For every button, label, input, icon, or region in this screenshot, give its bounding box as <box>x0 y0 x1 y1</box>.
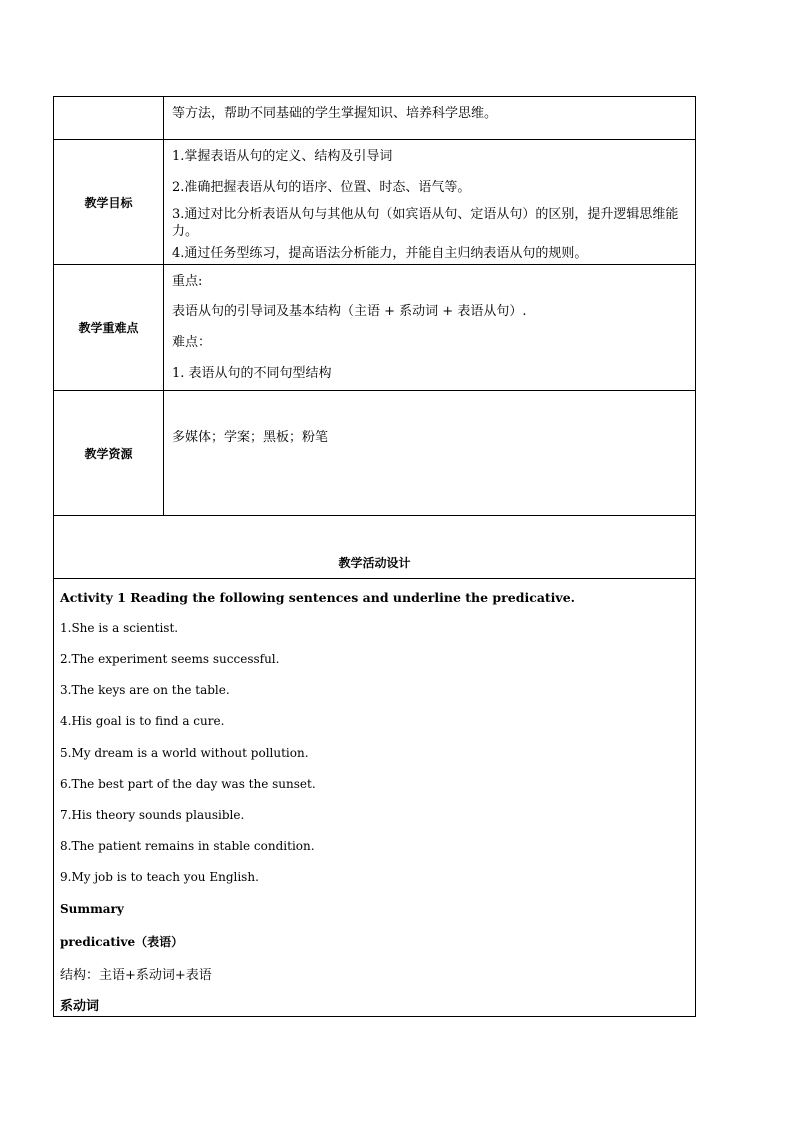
goal-item: 1.掌握表语从句的定义、结构及引导词 <box>172 149 393 164</box>
design-title: 教学活动设计 <box>338 556 411 570</box>
resources-text: 多媒体；学案；黑板；粉笔 <box>172 430 329 445</box>
design-title-row <box>54 516 695 579</box>
predicative-label: predicative（表语） <box>60 935 184 949</box>
summary-heading: Summary <box>60 902 124 916</box>
difficulty-label: 难点： <box>172 335 212 350</box>
sentence-item: 8.The patient remains in stable condition. <box>60 839 315 853</box>
keypoints-row <box>54 265 695 391</box>
activity-heading: Activity 1 Reading the following sentences and underline the predicative. <box>60 590 576 605</box>
resources-label: 教学资源 <box>54 391 164 515</box>
key-text: 表语从句的引导词及基本结构（主语 + 系动词 + 表语从句）. <box>172 304 527 319</box>
keypoints-label: 教学重难点 <box>54 265 164 390</box>
lesson-plan-table <box>53 96 696 1017</box>
goal-item: 3.通过对比分析表语从句与其他从句（如宾语从句、定语从句）的区别，提升逻辑思维能力。 <box>172 207 679 239</box>
goals-row <box>54 140 695 265</box>
linking-verb-label: 系动词 <box>60 999 100 1014</box>
methods-row <box>54 97 695 140</box>
goal-item: 2.准确把握表语从句的语序、位置、时态、语气等。 <box>172 180 471 195</box>
sentence-item: 2.The experiment seems successful. <box>60 652 280 666</box>
empty-label-cell <box>54 97 164 139</box>
sentence-item: 3.The keys are on the table. <box>60 683 230 697</box>
sentence-item: 7.His theory sounds plausible. <box>60 808 245 822</box>
structure-text: 结构：主语+系动词+表语 <box>60 968 212 983</box>
goals-label: 教学目标 <box>54 140 164 264</box>
sentence-item: 9.My job is to teach you English. <box>60 870 259 884</box>
key-label: 重点: <box>172 274 203 289</box>
sentence-item: 6.The best part of the day was the sunset. <box>60 777 316 791</box>
sentence-item: 1.She is a scientist. <box>60 621 179 635</box>
methods-text: 等方法，帮助不同基础的学生掌握知识、培养科学思维。 <box>172 106 498 121</box>
resources-row <box>54 391 695 516</box>
activity-row <box>54 579 695 1016</box>
sentence-item: 4.His goal is to find a cure. <box>60 714 225 728</box>
sentence-item: 5.My dream is a world without pollution. <box>60 746 309 760</box>
goal-item: 4.通过任务型练习，提高语法分析能力，并能自主归纳表语从句的规则。 <box>172 246 588 261</box>
difficulty-text: 1. 表语从句的不同句型结构 <box>172 366 332 381</box>
